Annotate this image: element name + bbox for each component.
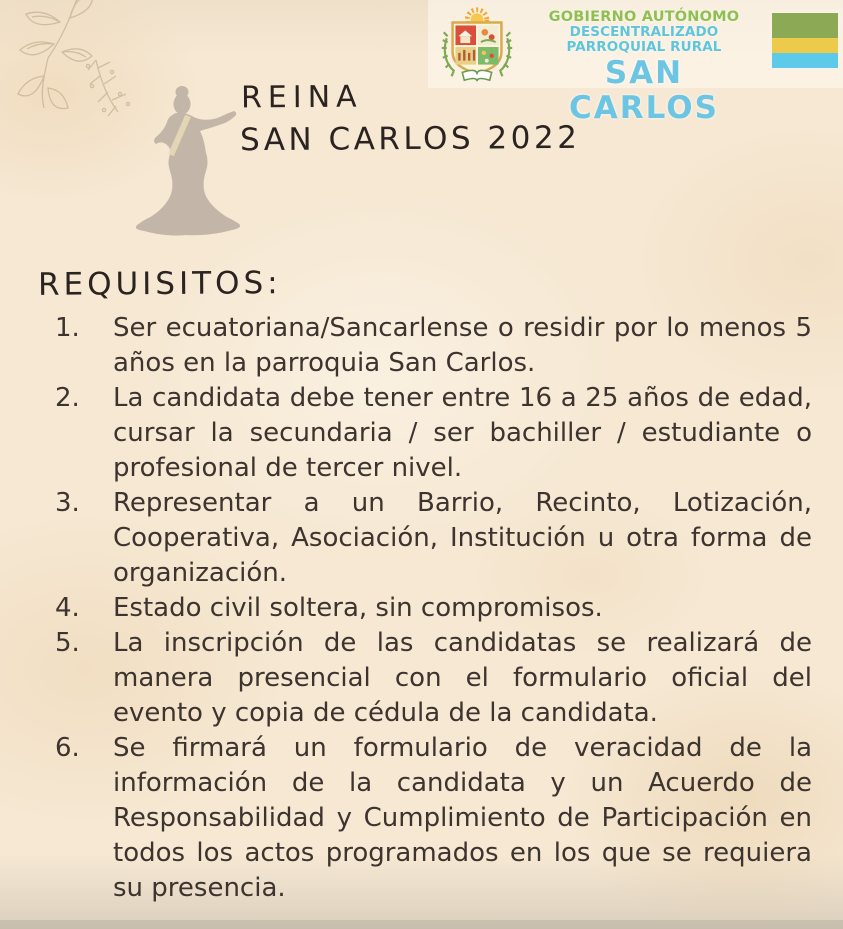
item-number: 4.	[55, 593, 80, 623]
flag-stripe-green	[772, 13, 838, 38]
san-carlos-coat-of-arms-icon	[433, 6, 521, 86]
item-text: La inscripción de las candidatas se realizará de manera presencial con el formulario oficial del evento y copia de cédula de la candidata.	[113, 628, 812, 728]
requirements-list	[55, 311, 812, 906]
requirement-item	[55, 731, 812, 906]
requirement-item	[55, 486, 812, 591]
header-org-text	[524, 9, 764, 126]
flag-stripe-yellow	[772, 38, 838, 53]
item-number: 2.	[55, 383, 80, 413]
requirement-item	[55, 381, 812, 486]
requirement-item	[55, 591, 812, 626]
item-number: 6.	[55, 733, 80, 763]
requirement-item	[55, 311, 812, 381]
item-text: La candidata debe tener entre 16 a 25 años de edad, cursar la secundaria / ser bachiller / estudiante o profesional de tercer nivel.	[113, 383, 812, 483]
requirements-heading: REQUISITOS:	[37, 265, 282, 303]
poster-title-line1: REINA	[240, 79, 363, 116]
requirement-item	[55, 626, 812, 731]
item-text: Estado civil soltera, sin compromisos.	[113, 593, 603, 623]
flag-stripe-cyan	[772, 53, 838, 68]
item-number: 5.	[55, 628, 80, 658]
item-text: Ser ecuatoriana/Sancarlense o residir por lo menos 5 años en la parroquia San Carlos.	[113, 313, 812, 378]
org-name-line1: GOBIERNO AUTÓNOMO	[548, 9, 740, 25]
beauty-queen-silhouette-icon	[126, 83, 258, 239]
org-name-line2: DESCENTRALIZADO PARROQUIAL RURAL	[566, 24, 722, 56]
san-carlos-flag-icon	[772, 13, 838, 68]
item-text: Se firmará un formulario de veracidad de la información de la candidata y un Acuerdo de Responsabilidad y Cumplimiento de Participación en todos los actos programados en los que se requiera su presencia.	[113, 733, 812, 903]
item-text: Representar a un Barrio, Recinto, Lotización, Cooperativa, Asociación, Institución u otra forma de organización.	[113, 488, 812, 588]
item-number: 3.	[55, 488, 80, 518]
poster-title-line2: SAN CARLOS 2022	[239, 119, 581, 159]
org-name-main: SAN CARLOS	[569, 55, 719, 127]
item-number: 1.	[55, 313, 80, 343]
